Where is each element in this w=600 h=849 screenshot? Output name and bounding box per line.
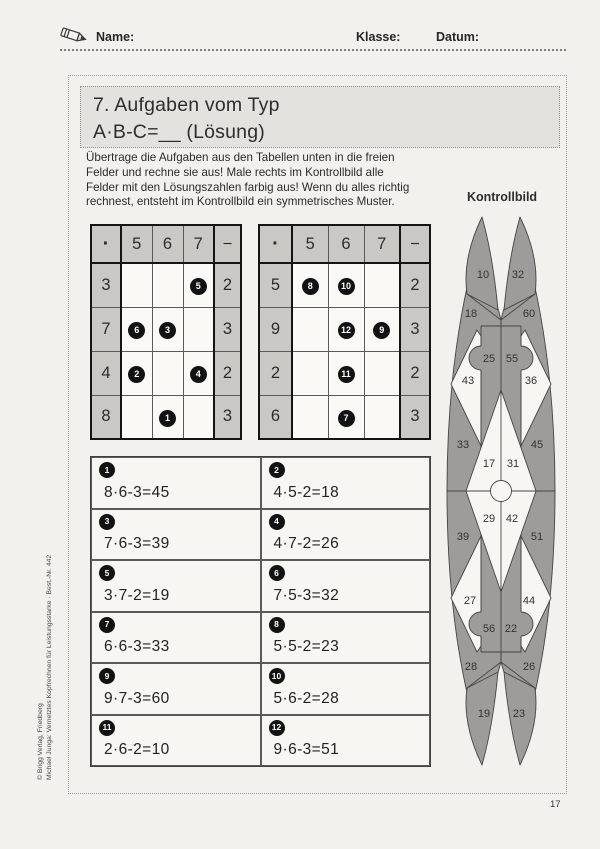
header-cell: 6	[328, 225, 364, 263]
equation-text: 3·7-2=19	[104, 586, 170, 604]
product-cell	[121, 395, 152, 439]
datum-label: Datum:	[436, 30, 480, 44]
kontrollbild-figure	[444, 206, 558, 766]
equation-text: 5·6-2=28	[273, 689, 340, 707]
product-cell	[328, 307, 364, 351]
task-number-circle: 8	[302, 278, 319, 295]
instruction-line: Übertrage die Aufgaben aus den Tabellen unten in die freien	[86, 151, 395, 164]
instruction-line: Felder mit den Lösungszahlen farbig aus! Wenn du alles richtig	[86, 180, 410, 194]
header-cell: 6	[152, 225, 183, 263]
task-number-circle: 1	[159, 410, 176, 427]
kontrollbild-number: 56	[482, 623, 496, 635]
page-title-line2: A·B-C=__ (Lösung)	[93, 121, 265, 143]
equation-cell	[261, 509, 431, 561]
equations-grid	[90, 456, 431, 767]
kontrollbild-number: 33	[456, 439, 470, 451]
operand-cell: 4	[91, 351, 121, 395]
product-cell	[183, 307, 214, 351]
instruction-line: rechnest, entsteht im Kontrollbild ein symmetrisches Muster.	[86, 195, 395, 209]
name-fill-line	[60, 32, 566, 51]
equation-text: 7·6-3=39	[104, 535, 170, 552]
task-number-circle: 6	[128, 322, 145, 339]
equation-cell	[261, 715, 431, 767]
operand-cell: 6	[259, 395, 292, 439]
product-cell	[292, 395, 328, 439]
equation-text: 4·5-2=18	[273, 483, 340, 501]
kb-petal-top-right	[504, 217, 536, 310]
operand-cell: 3	[91, 263, 121, 307]
product-cell	[152, 351, 183, 395]
kontrollbild-number: 45	[530, 439, 544, 451]
header-cell: 7	[364, 225, 400, 263]
task-number-circle: 12	[338, 322, 355, 339]
task-number-circle: 12	[269, 720, 285, 736]
equation-cell	[261, 612, 431, 664]
kontrollbild-number: 44	[522, 595, 536, 607]
kontrollbild-number: 28	[464, 661, 478, 673]
equation-cell	[91, 715, 261, 767]
equation-cell	[261, 663, 431, 715]
header-cell: −	[214, 225, 241, 263]
kb-petal-top-left	[466, 217, 498, 310]
equation-cell	[91, 663, 261, 715]
task-number-circle: 9	[99, 668, 115, 684]
multiplication-table-left	[90, 224, 242, 440]
equation-text: 8·6-3=45	[104, 483, 170, 501]
kontrollbild-number: 36	[524, 375, 538, 387]
kontrollbild-label: Kontrollbild	[466, 190, 538, 204]
equation-text: 7·5-3=32	[273, 586, 340, 604]
product-cell	[292, 307, 328, 351]
equation-cell	[91, 457, 261, 509]
minus-cell: 3	[214, 395, 241, 439]
equation-cell	[91, 612, 261, 664]
operand-cell: 5	[259, 263, 292, 307]
kontrollbild-number: 27	[463, 595, 477, 607]
product-cell	[121, 307, 152, 351]
operand-cell: 2	[259, 351, 292, 395]
kontrollbild-number: 26	[522, 661, 536, 673]
task-number-circle: 1	[99, 462, 115, 478]
credit-text	[36, 555, 54, 780]
product-cell	[183, 263, 214, 307]
header-cell: 5	[121, 225, 152, 263]
equation-text: 2·6-2=10	[104, 741, 170, 758]
kontrollbild-number: 32	[511, 269, 525, 281]
task-number-circle: 10	[269, 668, 285, 684]
klasse-label: Klasse:	[356, 30, 401, 44]
task-number-circle: 2	[269, 462, 285, 478]
operand-cell: 8	[91, 395, 121, 439]
kb-center-circle	[491, 481, 512, 502]
minus-cell: 2	[214, 351, 241, 395]
header-cell: 7	[183, 225, 214, 263]
product-cell	[364, 351, 400, 395]
task-number-circle: 5	[99, 565, 115, 581]
product-cell	[292, 351, 328, 395]
kontrollbild-number: 19	[477, 708, 491, 720]
kontrollbild-number: 51	[530, 531, 544, 543]
product-cell	[328, 351, 364, 395]
task-number-circle: 6	[269, 565, 285, 581]
page-number: 17	[550, 799, 561, 810]
product-cell	[152, 263, 183, 307]
header-cell: ·	[259, 225, 292, 263]
kontrollbild-number: 55	[505, 353, 519, 365]
equation-cell	[91, 560, 261, 612]
task-number-circle: 11	[99, 720, 115, 736]
task-number-circle: 5	[190, 278, 207, 295]
product-cell	[292, 263, 328, 307]
equation-cell	[261, 457, 431, 509]
kontrollbild-number: 23	[512, 708, 526, 720]
product-cell	[152, 307, 183, 351]
equation-text: 9·7-3=60	[104, 689, 170, 707]
multiplication-table-right	[258, 224, 431, 440]
kontrollbild-number: 17	[482, 458, 496, 470]
kontrollbild-number: 31	[506, 458, 520, 470]
instructions	[86, 151, 458, 210]
task-number-circle: 8	[269, 617, 285, 633]
kontrollbild-number: 43	[461, 375, 475, 387]
minus-cell: 2	[400, 351, 430, 395]
equation-text: 5·5-2=23	[273, 638, 340, 655]
task-number-circle: 9	[373, 322, 390, 339]
equation-text: 6·6-3=33	[104, 638, 170, 655]
kontrollbild-number: 39	[456, 531, 470, 543]
product-cell	[121, 263, 152, 307]
kontrollbild-number: 60	[522, 308, 536, 320]
minus-cell: 3	[214, 307, 241, 351]
equation-cell	[261, 560, 431, 612]
product-cell	[183, 395, 214, 439]
header-cell: 5	[292, 225, 328, 263]
product-cell	[364, 263, 400, 307]
kontrollbild-number: 18	[464, 308, 478, 320]
credit-main: Michael Junga: Vernetztes Kopfrechnen für Leistungsstarke · Best.-Nr. 442	[46, 554, 53, 780]
equation-text: 4·7-2=26	[273, 535, 340, 552]
equation-cell	[91, 509, 261, 561]
task-number-circle: 4	[190, 366, 207, 383]
task-number-circle: 4	[269, 514, 285, 530]
kontrollbild-number: 42	[505, 513, 519, 525]
minus-cell: 3	[400, 307, 430, 351]
task-number-circle: 11	[338, 366, 355, 383]
product-cell	[328, 263, 364, 307]
product-cell	[364, 307, 400, 351]
task-number-circle: 3	[99, 514, 115, 530]
kontrollbild-number: 29	[482, 513, 496, 525]
kontrollbild-number: 25	[482, 353, 496, 365]
task-number-circle: 3	[159, 322, 176, 339]
product-cell	[152, 395, 183, 439]
task-number-circle: 10	[338, 278, 355, 295]
product-cell	[364, 395, 400, 439]
task-number-circle: 7	[99, 617, 115, 633]
minus-cell: 2	[400, 263, 430, 307]
minus-cell: 2	[214, 263, 241, 307]
product-cell	[183, 351, 214, 395]
product-cell	[328, 395, 364, 439]
header-cell: ·	[91, 225, 121, 263]
credit-copyright: © Brigg Verlag, Friedberg	[37, 703, 44, 780]
task-number-circle: 7	[338, 410, 355, 427]
operand-cell: 7	[91, 307, 121, 351]
operand-cell: 9	[259, 307, 292, 351]
minus-cell: 3	[400, 395, 430, 439]
equation-text: 9·6-3=51	[273, 741, 340, 758]
kontrollbild-number: 10	[476, 269, 490, 281]
page-title-line1: 7. Aufgaben vom Typ	[93, 94, 280, 116]
name-label: Name:	[96, 30, 135, 44]
product-cell	[121, 351, 152, 395]
instruction-line: Felder und rechne sie aus! Male rechts im Kontrollbild alle	[86, 165, 384, 179]
task-number-circle: 2	[128, 366, 145, 383]
kontrollbild-number: 22	[504, 623, 518, 635]
header-cell: −	[400, 225, 430, 263]
